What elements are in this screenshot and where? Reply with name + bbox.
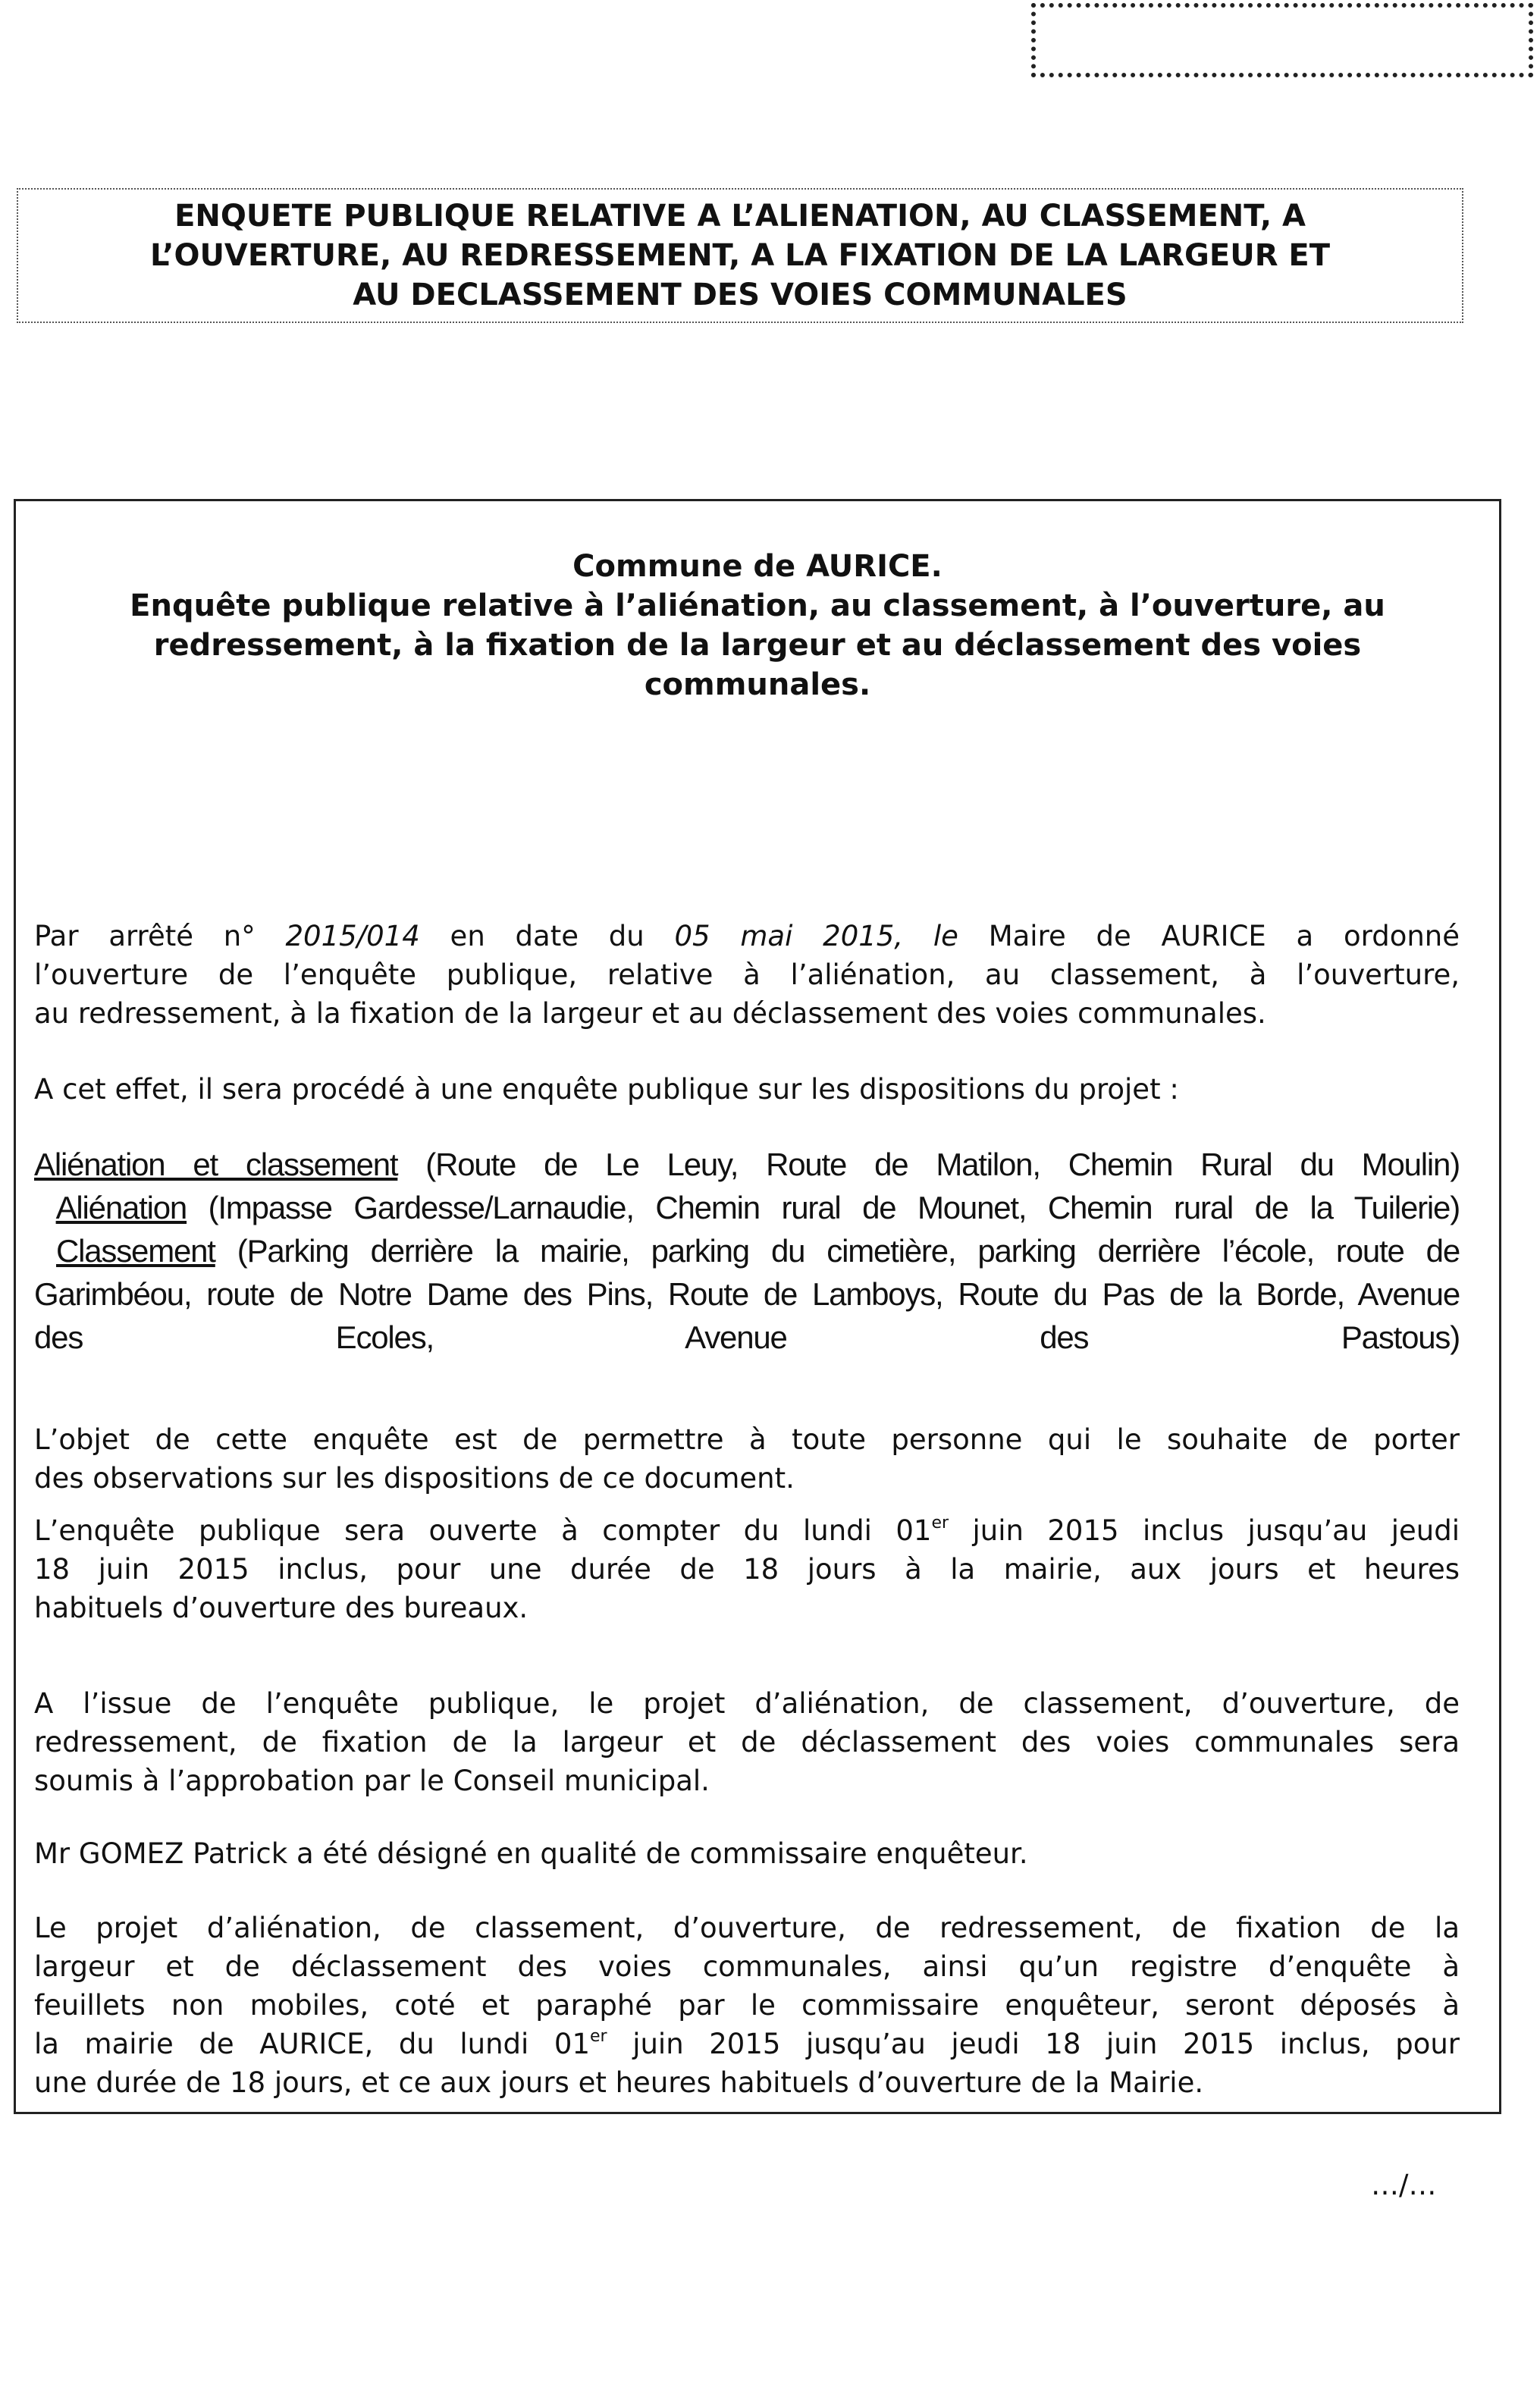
text-line: l’ouverture de l’enquête publique, relative à l’aliénation, au classement, à l’ouverture,	[34, 958, 1460, 991]
paragraph-objet	[34, 1420, 1460, 1498]
arrete-date: 05 mai 2015, le	[674, 920, 958, 952]
document-title-line: ENQUETE PUBLIQUE RELATIVE A L’ALIENATION, AU CLASSEMENT, A	[174, 199, 1306, 234]
disposition-label: Aliénation	[55, 1190, 187, 1225]
superscript: er	[931, 1514, 949, 1533]
text-fragment: juin 2015 inclus jusqu’au jeudi	[949, 1514, 1460, 1547]
disposition-text-line: des Ecoles, Avenue des Pastous)	[34, 1319, 1460, 1355]
arrete-number: 2015/014	[285, 920, 420, 952]
disposition-text: (Route de Le Leuy, Route de Matilon, Chemin Rural du Moulin)	[397, 1147, 1460, 1182]
text-line: soumis à l’approbation par le Conseil municipal.	[34, 1765, 710, 1797]
dispositions-list	[34, 1143, 1460, 1359]
reference-box	[1031, 3, 1533, 77]
disposition-item	[34, 1186, 1460, 1229]
notice-commune: Commune de AURICE.	[572, 549, 943, 584]
text-line: au redressement, à la fixation de la largeur et au déclassement des voies communales.	[34, 997, 1266, 1030]
paragraph-depot	[34, 1909, 1460, 2102]
disposition-text: (Impasse Gardesse/Larnaudie, Chemin rural de Mounet, Chemin rural de la Tuilerie)	[187, 1190, 1460, 1225]
text-fragment: en date du	[419, 920, 675, 952]
text-line: des observations sur les dispositions de ce document.	[34, 1462, 795, 1495]
document-title-box	[17, 188, 1463, 323]
text-line: Mr GOMEZ Patrick a été désigné en qualité de commissaire enquêteur.	[34, 1837, 1028, 1870]
paragraph-arrete	[34, 917, 1460, 1033]
text-line: habituels d’ouverture des bureaux.	[34, 1592, 528, 1624]
text-line	[34, 2025, 1460, 2063]
text-line	[34, 1511, 1460, 1550]
disposition-text-line: Garimbéou, route de Notre Dame des Pins, Route de Lamboys, Route du Pas de la Borde, Avenue	[34, 1276, 1460, 1312]
notice-subject-line: redressement, à la fixation de la largeur et au déclassement des voies	[153, 628, 1362, 663]
text-fragment: Par arrêté n°	[34, 920, 286, 952]
disposition-text: (Parking derrière la mairie, parking du cimetière, parking derrière l’école, route de	[215, 1233, 1460, 1269]
text-fragment: L’enquête publique sera ouverte à compter du lundi 01	[34, 1514, 932, 1547]
text-line: feuillets non mobiles, coté et paraphé par le commissaire enquêteur, seront déposés à	[34, 1989, 1460, 2022]
continuation-mark: …/…	[1371, 2169, 1437, 2201]
disposition-item	[34, 1229, 1460, 1272]
paragraph-effet	[34, 1070, 1460, 1109]
disposition-label: Aliénation et classement	[34, 1147, 398, 1182]
text-line: L’objet de cette enquête est de permettre à toute personne qui le souhaite de porter	[34, 1423, 1460, 1456]
notice-subject-line: communales.	[644, 667, 871, 702]
notice-subject-line: Enquête publique relative à l’aliénation, au classement, à l’ouverture, au	[130, 588, 1385, 623]
text-line	[34, 917, 1460, 955]
text-line: une durée de 18 jours, et ce aux jours et heures habituels d’ouverture de la Mairie.	[34, 2066, 1204, 2099]
text-fragment: Maire de AURICE a ordonné	[958, 920, 1460, 952]
disposition-label: Classement	[56, 1233, 215, 1269]
notice-heading	[16, 547, 1499, 704]
text-line: largeur et de déclassement des voies communales, ainsi qu’un registre d’enquête à	[34, 1950, 1460, 1983]
superscript: er	[590, 2027, 607, 2046]
text-line: A cet effet, il sera procédé à une enquête publique sur les dispositions du projet :	[34, 1073, 1179, 1106]
text-fragment: juin 2015 jusqu’au jeudi 18 juin 2015 inclus, pour	[607, 2028, 1460, 2060]
paragraph-commissaire	[34, 1834, 1460, 1873]
notice-box	[14, 499, 1501, 2114]
text-fragment: la mairie de AURICE, du lundi 01	[34, 2028, 590, 2060]
text-line: 18 juin 2015 inclus, pour une durée de 18 jours à la mairie, aux jours et heures	[34, 1553, 1460, 1586]
paragraph-dates	[34, 1511, 1460, 1627]
disposition-item	[34, 1143, 1460, 1186]
text-line: A l’issue de l’enquête publique, le projet d’aliénation, de classement, d’ouverture, de	[34, 1687, 1460, 1720]
text-line: redressement, de fixation de la largeur et de déclassement des voies communales sera	[34, 1726, 1460, 1758]
document-title-line: L’OUVERTURE, AU REDRESSEMENT, A LA FIXATION DE LA LARGEUR ET	[149, 238, 1331, 273]
text-line: Le projet d’aliénation, de classement, d’ouverture, de redressement, de fixation de la	[34, 1912, 1460, 1944]
document-title-line: AU DECLASSEMENT DES VOIES COMMUNALES	[353, 278, 1128, 312]
paragraph-issue	[34, 1684, 1460, 1800]
